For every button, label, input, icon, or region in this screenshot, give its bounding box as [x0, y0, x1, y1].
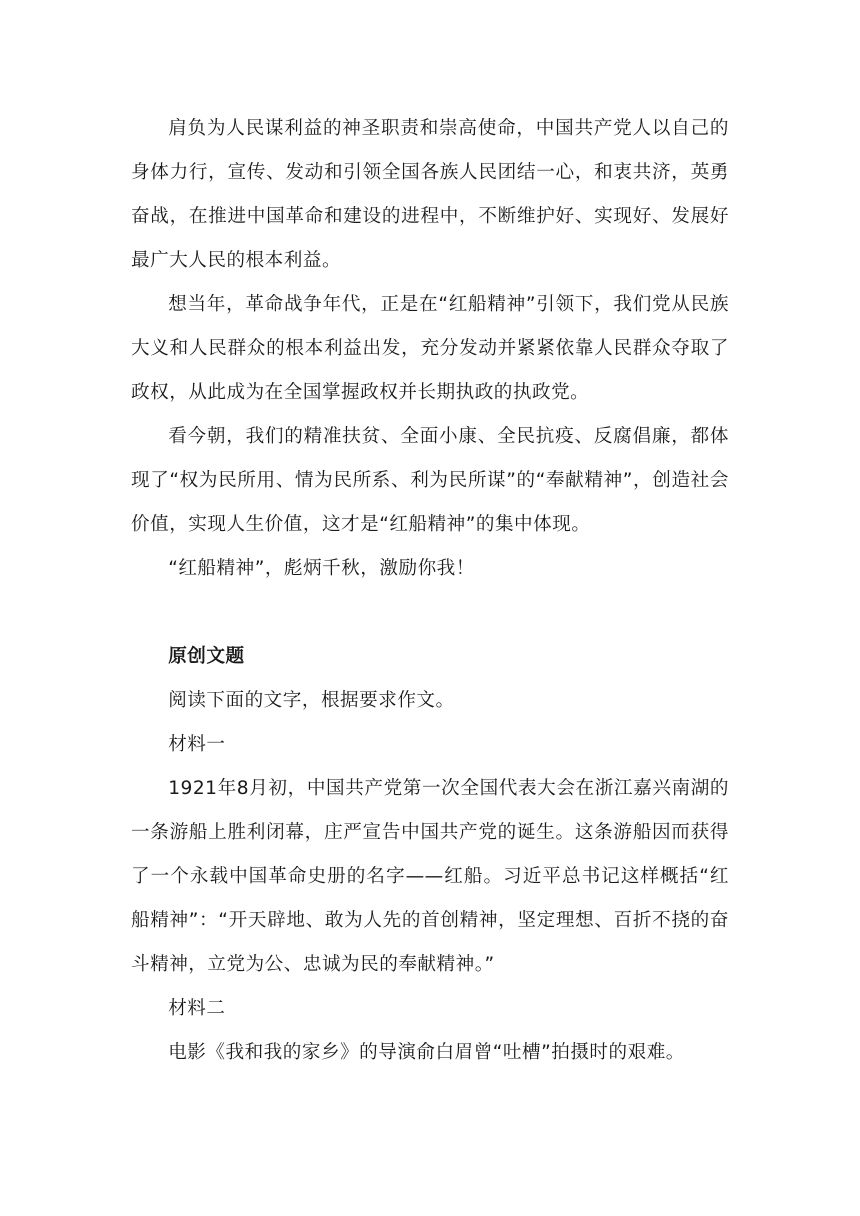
paragraph-responsibility: 肩负为人民谋利益的神圣职责和崇高使命，中国共产党人以自己的身体力行，宣传、发动和引领全国各族人民团结一心，和衷共济，英勇奋战，在推进中国革命和建设的进程中，不断维护好、实现好、发展好最广大人民的根本利益。	[131, 118, 729, 271]
paragraph-past: 想当年，革命战争年代，正是在“红船精神”引领下，我们党从民族大义和人民群众的根本利益出发，充分发动并紧紧依靠人民群众夺取了政权，从此成为在全国掌握政权并长期执政的执政党。	[131, 294, 729, 403]
section-spacer	[131, 591, 729, 635]
material-two-label: 材料二	[168, 998, 226, 1019]
instruction-text: 阅读下面的文字，根据要求作文。	[168, 690, 455, 711]
material-one-label: 材料一	[168, 734, 226, 755]
section-heading: 原创文题	[168, 646, 245, 667]
material-one-text: 1921年8月初，中国共产党第一次全国代表大会在浙江嘉兴南湖的一条游船上胜利闭幕，庄严宣告中国共产党的诞生。这条游船因而获得了一个永载中国革命史册的名字——红船。习近平总书记这样概括“红船精神”：“开天辟地、敢为人先的首创精神，坚定理想、百折不挠的奋斗精神，立党为公、忠诚为民的奉献精神。”	[131, 778, 729, 975]
paragraph-present: 看今朝，我们的精准扶贫、全面小康、全民抗疫、反腐倡廉，都体现了“权为民所用、情为民所系、利为民所谋”的“奉献精神”，创造社会价值，实现人生价值，这才是“红船精神”的集中体现。	[131, 426, 729, 535]
document-body	[131, 107, 729, 1075]
paragraph-closing: “红船精神”，彪炳千秋，激励你我！	[168, 558, 475, 579]
material-two-text: 电影《我和我的家乡》的导演俞白眉曾“吐槽”拍摄时的艰难。	[168, 1042, 685, 1063]
